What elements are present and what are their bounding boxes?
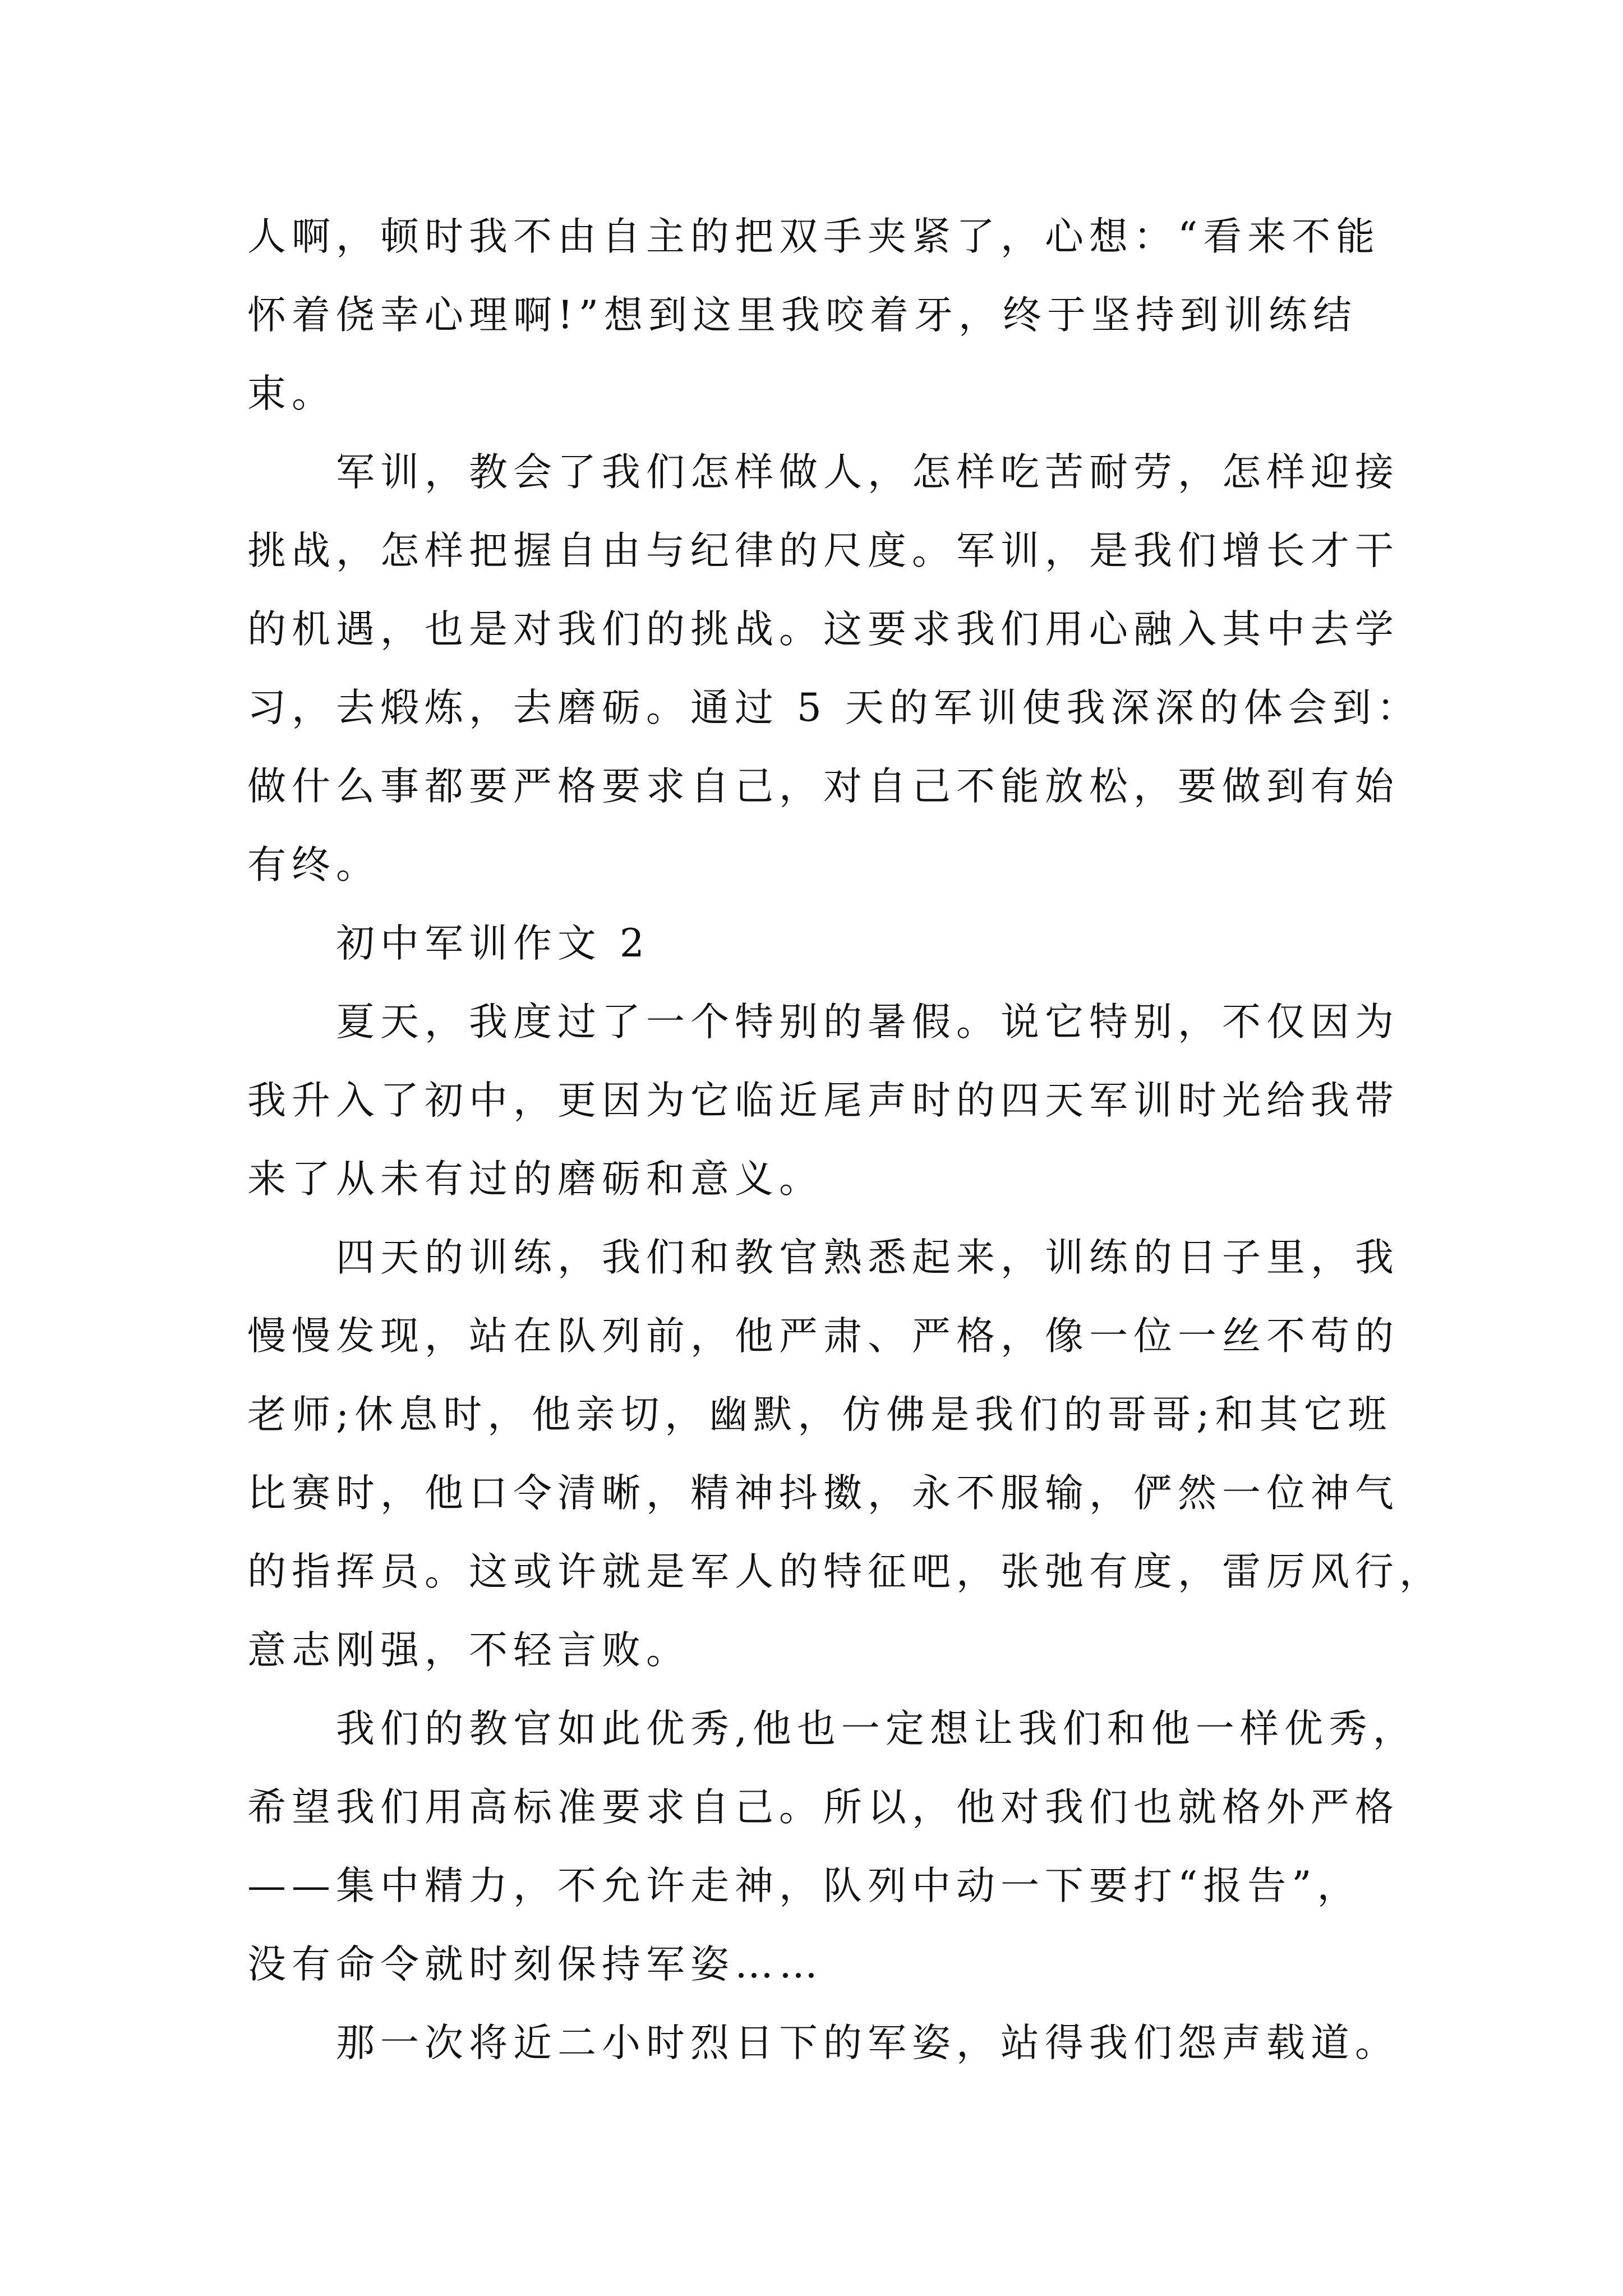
text-line: 慢慢发现，站在队列前，他严肃、严格，像一位一丝不苟的 [247,1314,1399,1359]
text-line: 老师;休息时，他亲切，幽默，仿佛是我们的哥哥;和其它班 [247,1392,1393,1437]
text-line: 怀着侥幸心理啊!”想到这里我咬着牙，终于坚持到训练结 [247,293,1358,338]
text-line: 的指挥员。这或许就是军人的特征吧，张弛有度，雷厉风行， [247,1549,1444,1594]
text-line: 军训，教会了我们怎样做人，怎样吃苦耐劳，怎样迎接 [336,450,1399,495]
text-line: 希望我们用高标准要求自己。所以，他对我们也就格外严格 [247,1785,1399,1830]
text-line: 我升入了初中，更因为它临近尾声时的四天军训时光给我带 [247,1078,1399,1123]
essay-body [247,197,1444,2082]
text-line: 夏天，我度过了一个特别的暑假。说它特别，不仅因为 [336,1000,1399,1045]
text-line: 束。 [247,371,336,416]
text-line: 没有命令就时刻保持军姿…… [247,1942,823,1987]
text-line: 比赛时，他口令清晰，精神抖擞，永不服输，俨然一位神气 [247,1471,1399,1516]
text-line: 意志刚强，不轻言败。 [247,1628,690,1673]
text-line: 习，去煅炼，去磨砺。通过 5 天的军训使我深深的体会到： [247,685,1421,730]
text-line: 来了从未有过的磨砺和意义。 [247,1157,823,1202]
text-line: 那一次将近二小时烈日下的军姿，站得我们怨声载道。 [336,2021,1399,2065]
text-line: 的机遇，也是对我们的挑战。这要求我们用心融入其中去学 [247,607,1399,652]
text-line: 四天的训练，我们和教官熟悉起来，训练的日子里，我 [336,1235,1399,1280]
text-line: 初中军训作文 2 [336,921,650,966]
text-line: 我们的教官如此优秀,他也一定想让我们和他一样优秀， [336,1706,1417,1751]
text-line: 人啊，顿时我不由自主的把双手夹紧了，心想：“看来不能 [247,214,1381,259]
text-line: ——集中精力，不允许走神，队列中动一下要打“报告”， [247,1864,1362,1908]
text-line: 做什么事都要严格要求自己，对自己不能放松，要做到有始 [247,764,1399,809]
text-line: 挑战，怎样把握自由与纪律的尺度。军训，是我们增长才干 [247,528,1399,573]
text-line: 有终。 [247,843,380,887]
